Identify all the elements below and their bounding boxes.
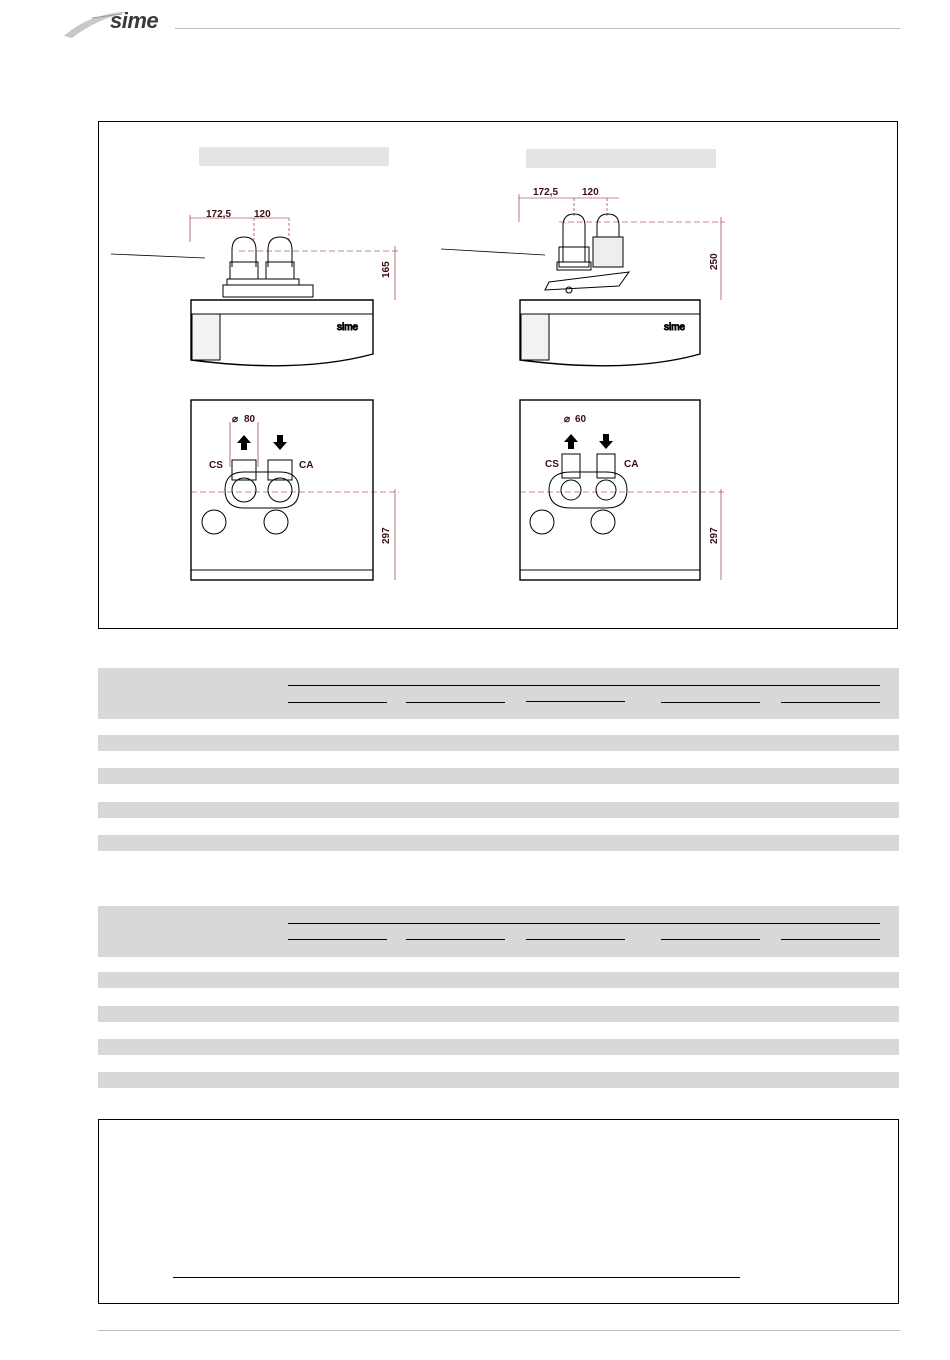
table-row <box>98 1039 899 1055</box>
svg-text:80: 80 <box>244 414 256 425</box>
svg-text:60: 60 <box>575 414 587 425</box>
dimension-label: 120 <box>254 209 271 220</box>
table-row <box>98 735 899 751</box>
svg-text:⌀: ⌀ <box>564 414 571 425</box>
brand-name: sime <box>110 8 159 33</box>
table-row <box>98 768 899 784</box>
table-row <box>98 972 899 988</box>
notes-rule <box>173 1277 740 1278</box>
svg-text:sime: sime <box>664 322 686 333</box>
flue-out-arrow-icon <box>237 435 251 450</box>
svg-text:CA: CA <box>299 460 314 471</box>
svg-text:sime: sime <box>337 322 359 333</box>
air-in-arrow-icon <box>273 435 287 450</box>
table-2-header <box>98 906 899 957</box>
table-row <box>98 835 899 851</box>
table-1-header <box>98 668 899 719</box>
table-row <box>98 1072 899 1088</box>
installation-figure <box>98 121 898 629</box>
right-side-view <box>441 194 725 366</box>
right-top-view <box>520 400 725 580</box>
svg-text:CS: CS <box>545 459 559 470</box>
svg-text:297: 297 <box>709 527 720 544</box>
dimension-label: 172,5 <box>533 187 559 198</box>
svg-text:⌀: ⌀ <box>232 414 239 425</box>
left-top-view <box>191 400 399 580</box>
dimension-label: 172,5 <box>206 209 232 220</box>
notes-box <box>98 1119 899 1304</box>
header-rule <box>175 28 900 29</box>
boiler-drawings <box>99 122 897 628</box>
left-side-view <box>111 215 399 366</box>
svg-text:CS: CS <box>209 460 223 471</box>
flue-out-arrow-icon <box>564 434 578 449</box>
air-in-arrow-icon <box>599 434 613 449</box>
table-row <box>98 1006 899 1022</box>
table-row <box>98 802 899 818</box>
svg-text:CA: CA <box>624 459 639 470</box>
dimension-label: 165 <box>381 261 392 278</box>
footer-rule <box>98 1330 900 1331</box>
dimension-label: 250 <box>709 253 720 270</box>
svg-text:297: 297 <box>381 527 392 544</box>
dimension-label: 120 <box>582 187 599 198</box>
